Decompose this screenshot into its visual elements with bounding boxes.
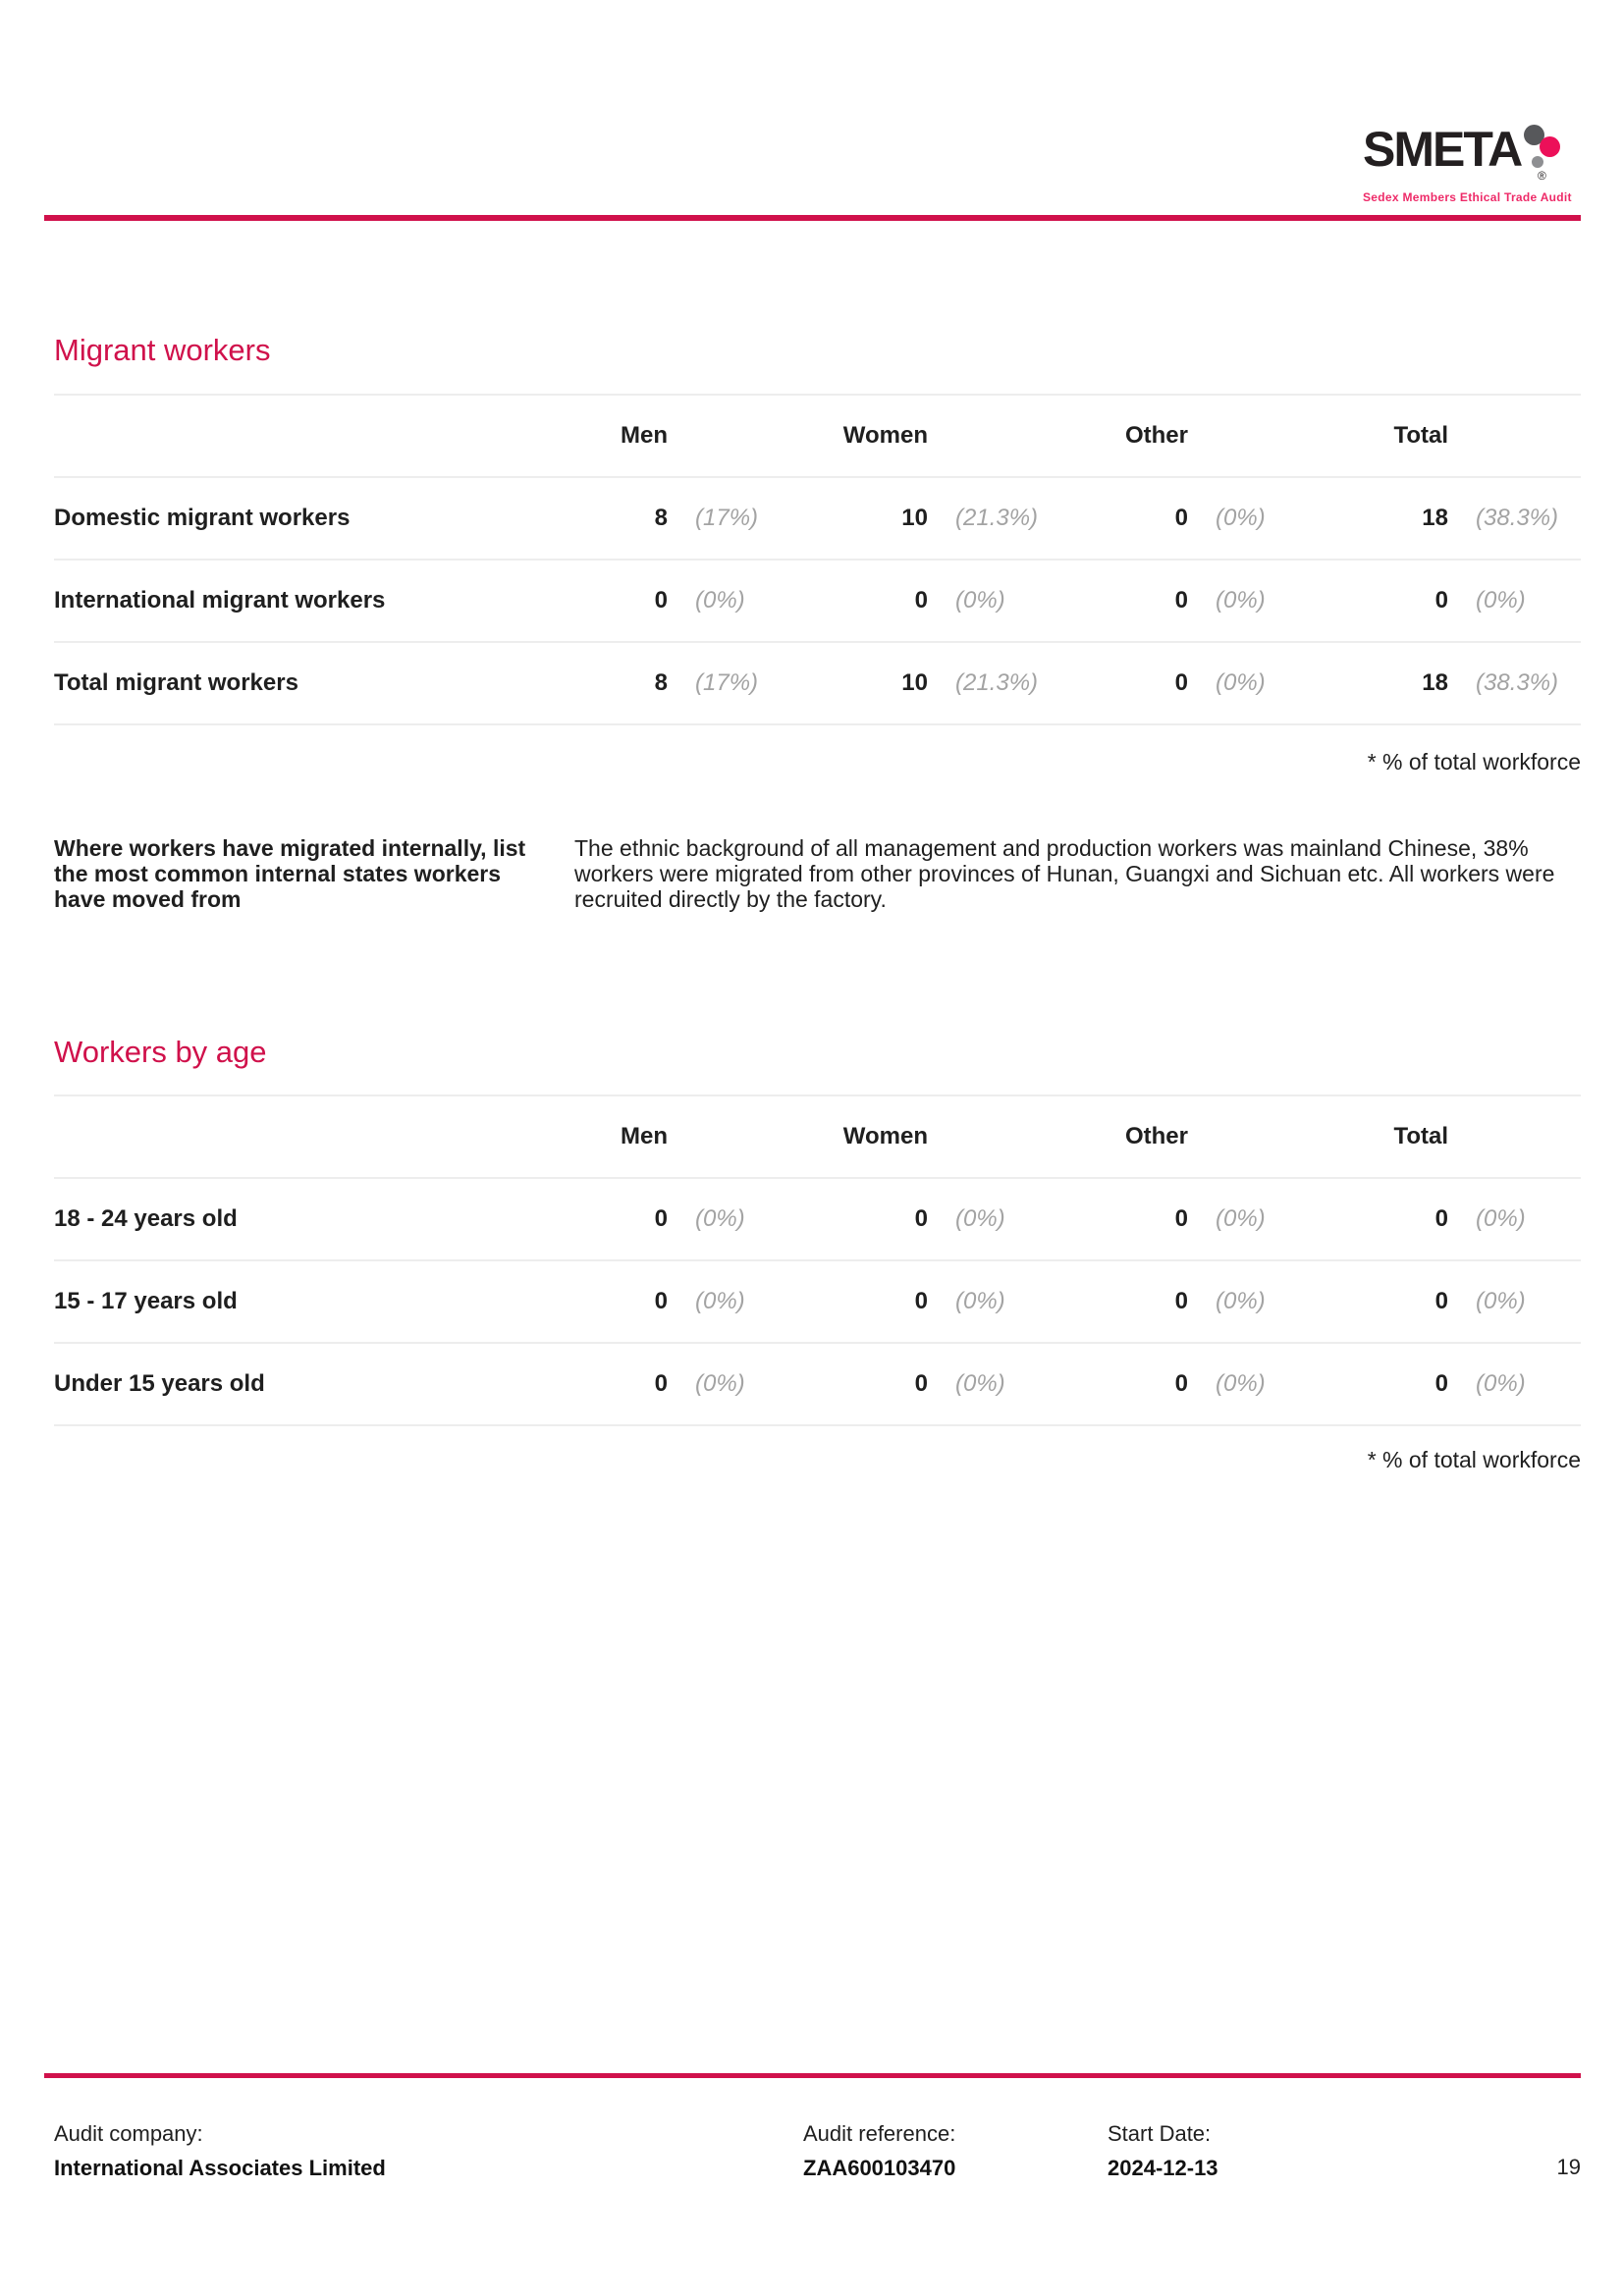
- cell-value: 0: [1174, 669, 1188, 696]
- cell-value: 10: [901, 669, 928, 696]
- cell-percent: (0%): [1216, 1288, 1266, 1314]
- column-header-women: Women: [842, 422, 928, 449]
- cell-value: 0: [1434, 1205, 1448, 1232]
- audit-reference-value: ZAA600103470: [803, 2156, 956, 2180]
- cell-percent: (0%): [1216, 587, 1266, 614]
- cell-value: 0: [1174, 587, 1188, 614]
- workforce-footnote: * % of total workforce: [1367, 749, 1581, 774]
- audit-company-label: Audit company:: [54, 2121, 203, 2146]
- table-header-row: [54, 1095, 1581, 1177]
- cell-value: 10: [901, 505, 928, 531]
- cell-value: 18: [1422, 669, 1448, 696]
- cell-percent: (17%): [695, 505, 759, 531]
- cell-percent: (0%): [1476, 587, 1526, 614]
- cell-percent: (0%): [955, 1370, 1005, 1397]
- cell-percent: (21.3%): [955, 669, 1039, 696]
- column-header-other: Other: [1124, 1123, 1188, 1149]
- cell-percent: (0%): [695, 1288, 745, 1314]
- cell-value: 0: [654, 587, 668, 614]
- smeta-logo-tagline: Sedex Members Ethical Trade Audit: [1363, 190, 1572, 204]
- cell-percent: (0%): [1216, 669, 1266, 696]
- smeta-logo-top: [1363, 124, 1589, 183]
- smeta-logo-wordmark: SMETA: [1363, 122, 1522, 177]
- cell-percent: (0%): [695, 1205, 745, 1232]
- cell-percent: (0%): [955, 587, 1005, 614]
- table-row: [54, 1259, 1581, 1342]
- row-label: Under 15 years old: [54, 1370, 265, 1397]
- page-number: 19: [1556, 2155, 1581, 2179]
- table-row: [54, 559, 1581, 641]
- cell-value: 0: [654, 1370, 668, 1397]
- logo-dot-gray-icon: [1532, 156, 1543, 168]
- internal-migration-answer: The ethnic background of all management and production workers was mainland Chinese, 38% workers were migrated from other provinces of Hunan, Guangxi and Sichuan etc. All workers were recruited directly by the factory.: [574, 835, 1555, 912]
- audit-reference-label: Audit reference:: [803, 2121, 956, 2146]
- cell-value: 18: [1422, 505, 1448, 531]
- start-date-value: 2024-12-13: [1108, 2156, 1218, 2180]
- workers-by-age-table: [54, 1095, 1581, 1426]
- column-header-total: Total: [1393, 1123, 1448, 1149]
- cell-percent: (0%): [1216, 505, 1266, 531]
- cell-value: 8: [654, 505, 668, 531]
- cell-percent: (0%): [695, 587, 745, 614]
- cell-value: 0: [914, 1288, 928, 1314]
- cell-percent: (0%): [1216, 1370, 1266, 1397]
- workforce-footnote: * % of total workforce: [1367, 1447, 1581, 1472]
- cell-value: 8: [654, 669, 668, 696]
- column-header-other: Other: [1124, 422, 1188, 449]
- start-date-label: Start Date:: [1108, 2121, 1212, 2146]
- row-label: 15 - 17 years old: [54, 1288, 238, 1314]
- cell-value: 0: [1174, 1370, 1188, 1397]
- column-header-total: Total: [1393, 422, 1448, 449]
- table-row: [54, 1342, 1581, 1426]
- table-row: [54, 1177, 1581, 1259]
- row-label: 18 - 24 years old: [54, 1205, 238, 1232]
- row-label: International migrant workers: [54, 587, 386, 614]
- cell-percent: (0%): [1476, 1288, 1526, 1314]
- section-title-workers-by-age: Workers by age: [54, 1035, 267, 1069]
- cell-value: 0: [914, 1370, 928, 1397]
- logo-dot-pink-icon: [1540, 136, 1560, 157]
- audit-company-value: International Associates Limited: [54, 2156, 386, 2180]
- table-row: [54, 641, 1581, 725]
- header-divider: [44, 215, 1581, 221]
- table-row: [54, 476, 1581, 559]
- cell-value: 0: [1174, 505, 1188, 531]
- cell-percent: (0%): [695, 1370, 745, 1397]
- table-header-row: [54, 394, 1581, 476]
- internal-migration-question: Where workers have migrated internally, list the most common internal states workers have moved from: [54, 835, 526, 912]
- cell-percent: (38.3%): [1476, 669, 1559, 696]
- column-header-men: Men: [621, 1123, 668, 1149]
- cell-percent: (0%): [1476, 1370, 1526, 1397]
- cell-percent: (0%): [1216, 1205, 1266, 1232]
- cell-value: 0: [1434, 1288, 1448, 1314]
- registered-trademark-icon: ®: [1538, 169, 1546, 183]
- cell-percent: (38.3%): [1476, 505, 1559, 531]
- cell-percent: (21.3%): [955, 505, 1039, 531]
- migrant-workers-table: [54, 394, 1581, 725]
- column-header-women: Women: [842, 1123, 928, 1149]
- footer-divider: [44, 2073, 1581, 2078]
- section-title-migrant-workers: Migrant workers: [54, 333, 271, 367]
- cell-value: 0: [1174, 1288, 1188, 1314]
- row-label: Total migrant workers: [54, 669, 298, 696]
- cell-percent: (0%): [955, 1205, 1005, 1232]
- cell-value: 0: [654, 1288, 668, 1314]
- cell-value: 0: [1434, 1370, 1448, 1397]
- cell-percent: (0%): [955, 1288, 1005, 1314]
- cell-value: 0: [654, 1205, 668, 1232]
- cell-value: 0: [914, 1205, 928, 1232]
- cell-percent: (17%): [695, 669, 759, 696]
- cell-value: 0: [914, 587, 928, 614]
- smeta-logo: [1363, 124, 1589, 204]
- cell-percent: (0%): [1476, 1205, 1526, 1232]
- cell-value: 0: [1174, 1205, 1188, 1232]
- row-label: Domestic migrant workers: [54, 505, 351, 531]
- cell-value: 0: [1434, 587, 1448, 614]
- column-header-men: Men: [621, 422, 668, 449]
